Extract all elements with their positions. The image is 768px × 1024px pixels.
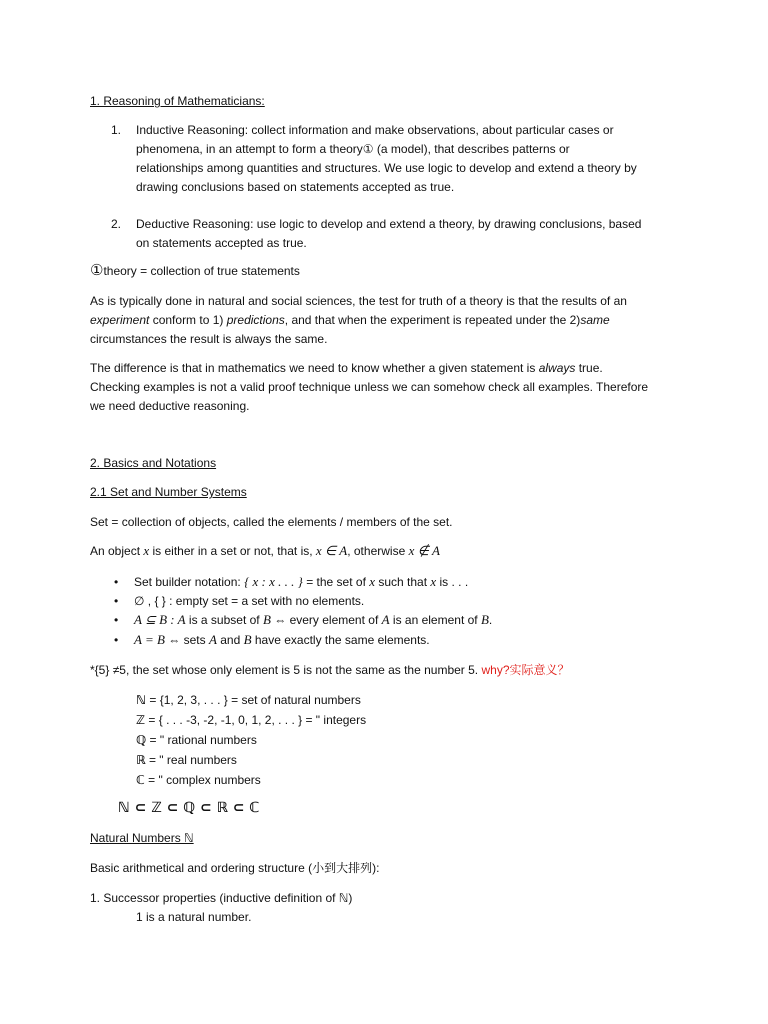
set-description: = {1, 2, 3, . . . } = set of natural numbers <box>146 693 361 707</box>
math-b: B <box>480 612 489 627</box>
math-not-element-of: x ∉ A <box>408 543 440 558</box>
item2-number: 2. <box>111 217 122 231</box>
membership-line <box>90 542 440 560</box>
bullet-text: . <box>488 613 493 627</box>
deductive-line-1: Deductive Reasoning: use logic to develop and extend a theory, by drawing conclusions, based <box>136 217 642 231</box>
always-word: always <box>538 361 576 375</box>
set-description: = " real numbers <box>145 753 237 767</box>
one-is-natural: 1 is a natural number. <box>136 910 252 924</box>
set-integers <box>136 711 366 729</box>
membership-text: An object <box>90 544 144 558</box>
set-inclusion-chain: ℕ ⊂ ℤ ⊂ ℚ ⊂ ℝ ⊂ ℂ <box>118 800 260 816</box>
set-description: = { . . . -3, -2, -1, 0, 1, 2, . . . } = " integers <box>145 713 367 727</box>
set-rationals <box>136 731 257 749</box>
chinese-note: 小到大排列 <box>312 861 373 875</box>
math-b: B <box>262 612 271 627</box>
footnote-mark: ① <box>90 262 104 279</box>
item1-number: 1. <box>111 123 122 137</box>
bullet-text: have exactly the same elements. <box>251 633 430 647</box>
para2-text: The difference is that in mathematics we need to know whether a given statement is <box>90 361 539 375</box>
set-definition: Set = collection of objects, called the elements / members of the set. <box>90 515 453 529</box>
para1-text: conform to 1) <box>149 313 227 327</box>
ordering-text: Basic arithmetical and ordering structure ( <box>90 861 313 875</box>
bullet-text: ⇔ every element of <box>270 613 382 627</box>
natural-numbers-heading: Natural Numbers ℕ <box>90 831 194 845</box>
math-a: A <box>381 612 390 627</box>
para1-line-3: circumstances the result is always the same. <box>90 332 328 346</box>
section2-subheading: 2.1 Set and Number Systems <box>90 485 247 499</box>
bullet-glyph: • <box>114 613 119 627</box>
integers-symbol: ℤ <box>136 713 146 727</box>
math-set-builder: { x : x . . . } <box>244 574 303 589</box>
math-x: x <box>430 574 437 589</box>
section1-heading: 1. Reasoning of Mathematicians: <box>90 94 265 108</box>
inductive-line-4: drawing conclusions based on statements accepted as true. <box>136 180 455 194</box>
set-reals <box>136 751 237 769</box>
para2-line-1 <box>90 359 603 377</box>
para1-text: , and that when the experiment is repeated under the 2) <box>284 313 581 327</box>
note-text: *{5} ≠5, the set whose only element is 5 is not the same as the number 5. <box>90 663 482 677</box>
why-question: why?实际意义？ <box>481 663 570 677</box>
set-naturals <box>136 691 361 709</box>
rationals-symbol: ℚ <box>136 733 147 747</box>
bullet-text: = the set of <box>302 575 370 589</box>
math-b: B <box>243 632 252 647</box>
footnote-text: theory = collection of true statements <box>103 264 300 278</box>
bullet-text: such that <box>375 575 431 589</box>
para1-line-1: As is typically done in natural and social sciences, the test for truth of a theory is that the results of an <box>90 294 627 308</box>
math-x: x <box>143 543 150 558</box>
section2-heading: 2. Basics and Notations <box>90 456 217 470</box>
singleton-note <box>90 661 570 679</box>
para1-line-2 <box>90 311 610 329</box>
bullet-text: is a subset of <box>185 613 263 627</box>
set-description: = " complex numbers <box>144 773 261 787</box>
predictions-word: predictions <box>226 313 285 327</box>
membership-text: is either in a set or not, that is, <box>149 544 316 558</box>
bullet-glyph: • <box>114 575 119 589</box>
para2-line-3: we need deductive reasoning. <box>90 399 250 413</box>
set-description: = " rational numbers <box>146 733 257 747</box>
set-complex <box>136 771 261 789</box>
bullet-text: and <box>216 633 244 647</box>
para2-text: true. <box>575 361 603 375</box>
para2-line-2: Checking examples is not a valid proof technique unless we can somehow check all examples. Therefore <box>90 380 649 394</box>
same-word: same <box>580 313 610 327</box>
inductive-line-1: Inductive Reasoning: collect information and make observations, about particular cases or <box>136 123 614 137</box>
bullet-text: ∅ , { } : empty set = a set with no elements. <box>134 594 365 608</box>
bullet-text: is an element of <box>389 613 481 627</box>
bullet-glyph: • <box>114 633 119 647</box>
membership-text: , otherwise <box>347 544 409 558</box>
math-a: A <box>208 632 217 647</box>
theory-footnote <box>90 262 300 280</box>
experiment-word: experiment <box>90 313 150 327</box>
inductive-line-3: relationships among quantities and structures. We use logic to develop and extend a theory by <box>136 161 637 175</box>
complex-symbol: ℂ <box>136 773 145 787</box>
ordering-text: ): <box>372 861 380 875</box>
successor-properties: 1. Successor properties (inductive definition of ℕ) <box>90 891 353 905</box>
bullet-text: ⇔ sets <box>164 633 209 647</box>
ordering-structure-line <box>90 859 379 877</box>
math-equality: A = B <box>134 632 165 647</box>
naturals-symbol: ℕ <box>136 693 147 707</box>
reals-symbol: ℝ <box>136 753 146 767</box>
bullet-glyph: • <box>114 594 119 608</box>
math-x: x <box>369 574 376 589</box>
math-element-of: x ∈ A <box>315 543 348 558</box>
bullet-text: is . . . <box>436 575 469 589</box>
deductive-line-2: on statements accepted as true. <box>136 236 307 250</box>
inductive-line-2: phenomena, in an attempt to form a theory① (a model), that describes patterns or <box>136 142 570 156</box>
bullet-text: Set builder notation: <box>134 575 245 589</box>
math-subset: A ⊆ B : A <box>134 612 186 627</box>
